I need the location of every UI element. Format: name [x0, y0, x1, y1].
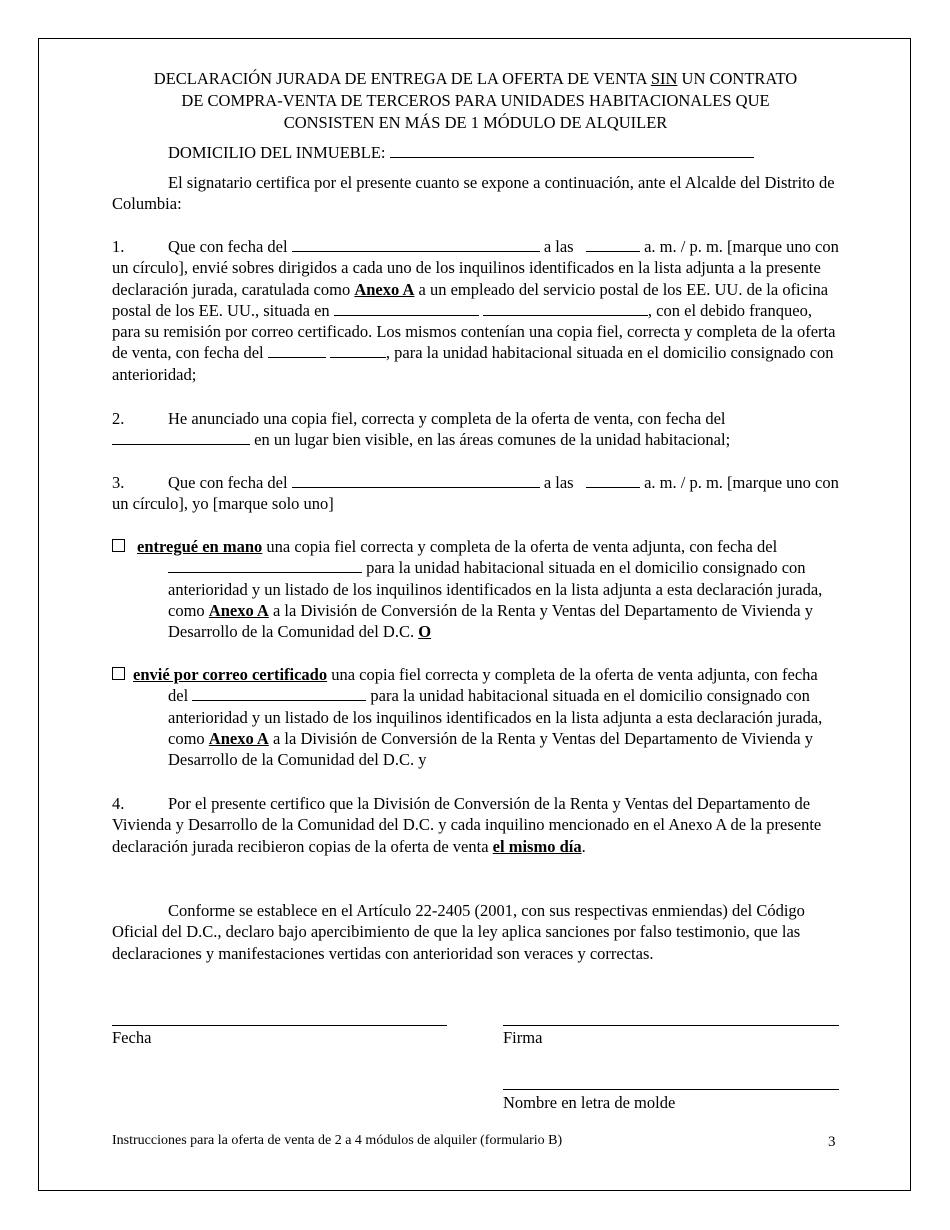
item-1-text-d: [marque uno con un círculo], envié sobres dirigidos a cada uno de los inquilinos identificados en la lista adjunta a la presente declaración jurada, caratulada como — [112, 237, 839, 299]
item-3 — [112, 472, 839, 515]
item-1-text-a: Que con fecha del — [168, 237, 288, 256]
item-1-time-field[interactable] — [586, 237, 640, 252]
option-2-text-c: a la División de Conversión de la Renta y Ventas del Departamento de Vivienda y Desarrollo de la Comunidad del D.C. y — [168, 728, 813, 770]
title-line3: CONSISTEN EN MÁS DE 1 MÓDULO DE ALQUILER — [283, 113, 668, 132]
item-3-text-d: [marque uno con un círculo], yo [marque solo uno] — [112, 473, 839, 514]
item-3-text-a: Que con fecha del — [168, 473, 288, 492]
option-1-anexo-a: Anexo A — [208, 600, 269, 620]
option-1-o: O — [418, 622, 432, 642]
item-2-text-a: He anunciado una copia fiel, correcta y completa de la oferta de venta, con fecha del — [168, 409, 726, 428]
option-2-text-b: para la unidad habitacional situada en el domicilio consignado con anterioridad y un listado de los inquilinos identificados en la lista adjunta a esta declaración jurada, como — [168, 686, 823, 748]
item-4-end: . — [581, 836, 586, 856]
item-3-date-field[interactable] — [292, 473, 540, 488]
item-3-time-field[interactable] — [586, 473, 640, 488]
page-number: 3 — [828, 1134, 836, 1150]
option-1-date-field[interactable] — [168, 558, 362, 573]
domicilio-label: DOMICILIO DEL INMUEBLE: — [168, 143, 386, 162]
document-title — [112, 68, 839, 134]
option-1-bold: entregué en mano — [137, 537, 263, 556]
certified-mail-checkbox[interactable] — [112, 667, 125, 680]
hand-delivery-checkbox[interactable] — [112, 539, 125, 552]
firma-label: Firma — [503, 1028, 543, 1047]
option-2-date-field[interactable] — [192, 686, 366, 701]
conforme-paragraph — [112, 900, 839, 964]
option-2-text-a: una copia fiel correcta y completa de la oferta de venta adjunta, con fecha del — [168, 665, 818, 706]
item-4-number: 4. — [112, 794, 125, 813]
title-line1: DECLARACIÓN JURADA DE ENTREGA DE LA OFERTA DE VENTA — [153, 69, 651, 88]
nombre-line[interactable] — [503, 1089, 839, 1090]
item-1-date-field[interactable] — [292, 237, 540, 252]
footer-text: Instrucciones para la oferta de venta de 2 a 4 módulos de alquiler (formulario B) — [112, 1133, 563, 1148]
option-1-text-c: a la División de Conversión de la Renta y Ventas del Departamento de Vivienda y Desarrollo de la Comunidad del D.C. — [168, 600, 813, 642]
fecha-label: Fecha — [112, 1028, 152, 1047]
item-1-postoffice-field-a[interactable] — [334, 301, 479, 316]
item-2 — [112, 408, 839, 451]
item-1-number: 1. — [112, 237, 125, 256]
item-1-text-g: , para la unidad habitacional situada en el domicilio consignado con anterioridad; — [112, 343, 834, 384]
option-1-text-a: una copia fiel correcta y completa de la oferta de venta adjunta, con fecha del — [266, 537, 778, 556]
nombre-label: Nombre en letra de molde — [503, 1093, 676, 1112]
item-1-ampm: a. m. / p. m. — [644, 237, 723, 256]
title-sin: SIN — [650, 69, 678, 88]
item-4-text-a: Por el presente certifico que la División de Conversión de la Renta y Ventas del Departamento de Vivienda y Desarrollo de la Comunidad del D.C. y cada inquilino mencionado en el Anexo A de la presente declaración jurada recibieron copias de la oferta de venta — [112, 794, 822, 856]
conforme-text: Conforme se establece en el Artículo 22-2405 (2001, con sus respectivas enmiendas) del Código Oficial del D.C., declaro bajo apercibimiento de que la ley aplica sanciones por falso testimonio, que las declaraciones y manifestaciones vertidas con anterioridad son veraces y correctas. — [112, 901, 805, 963]
item-4 — [112, 793, 839, 857]
item-3-text-b: a las — [543, 473, 574, 492]
option-2-anexo-a: Anexo A — [208, 728, 269, 748]
item-1-anexo-a: Anexo A — [354, 279, 415, 299]
option-hand-delivery — [112, 536, 839, 642]
item-3-number: 3. — [112, 473, 125, 492]
item-2-number: 2. — [112, 409, 125, 428]
item-1-postoffice-field-b[interactable] — [483, 301, 648, 316]
item-3-ampm: a. m. / p. m. — [644, 473, 723, 492]
item-1-text-f: , con el debido franqueo, para su remisión por correo certificado. Los mismos contenían una copia fiel, correcta y completa de la oferta de venta, con fecha del — [112, 300, 836, 363]
domicilio-field[interactable] — [390, 143, 754, 158]
item-4-bold: el mismo día — [492, 836, 582, 856]
item-1-text-e: a un empleado del servicio postal de los EE. UU. de la oficina postal de los EE. UU., situada en — [112, 279, 829, 320]
intro-text: El signatario certifica por el presente cuanto se expone a continuación, ante el Alcalde del Distrito de Columbia: — [112, 173, 835, 214]
item-1-offer-date-field-a[interactable] — [268, 343, 326, 358]
item-1 — [112, 236, 839, 385]
item-2-date-field[interactable] — [112, 430, 250, 445]
title-line2: DE COMPRA-VENTA DE TERCEROS PARA UNIDADES HABITACIONALES QUE — [181, 91, 770, 110]
item-1-offer-date-field-b[interactable] — [330, 343, 386, 358]
domicilio-row — [112, 142, 839, 163]
option-2-bold: envié por correo certificado — [133, 665, 328, 684]
title-line1-end: UN CONTRATO — [677, 69, 798, 88]
intro-paragraph — [112, 172, 839, 215]
item-1-text-b: a las — [543, 237, 574, 256]
option-certified-mail — [112, 664, 839, 770]
option-1-text-b: para la unidad habitacional situada en el domicilio consignado con anterioridad y un listado de los inquilinos identificados en la lista adjunta a esta declaración jurada, como — [168, 558, 823, 620]
item-2-text-b: en un lugar bien visible, en las áreas comunes de la unidad habitacional; — [254, 430, 731, 450]
fecha-line[interactable] — [112, 1025, 447, 1026]
firma-line[interactable] — [503, 1025, 839, 1026]
